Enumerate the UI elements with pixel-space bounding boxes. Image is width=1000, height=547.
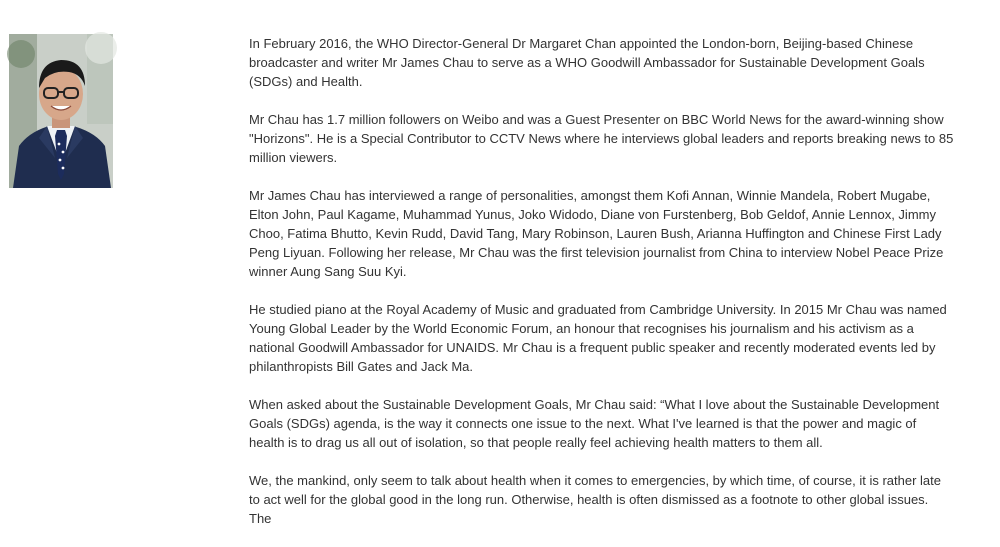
paragraph-media-reach: Mr Chau has 1.7 million followers on Weibo and was a Guest Presenter on BBC World News for the award-winning show "Horizons". He is a Special Contributor to CCTV News where he interviews global leaders and reports breaking news to 85 million viewers. [249,112,954,165]
portrait-photo [9,34,113,188]
portrait-illustration [9,34,113,188]
paragraph-education: He studied piano at the Royal Academy of Music and graduated from Cambridge University. In 2015 Mr Chau was named Young Global Leader by the World Economic Forum, an honour that recognises his journalism and his activism as a national Goodwill Ambassador for UNAIDS. Mr Chau is a frequent public speaker and recently moderated events led by philanthropists Bill Gates and Jack Ma. [249,302,947,374]
paragraph-health-emergencies: We, the mankind, only seem to talk about health when it comes to emergencies, by which time, of course, it is rather late to act well for the global good in the long run. Otherwise, health is often dismissed as a footnote to other global issues. The [249,473,941,526]
paragraph-appointment: In February 2016, the WHO Director-General Dr Margaret Chan appointed the London-born, Beijing-based Chinese broadcaster and writer Mr James Chau to serve as a WHO Goodwill Ambassador for Sustainable Development Goals (SDGs) and Health. [249,36,925,89]
paragraph-interviews: Mr James Chau has interviewed a range of personalities, amongst them Kofi Annan, Winnie Mandela, Robert Mugabe, Elton John, Paul Kagame, Muhammad Yunus, Joko Widodo, Diane von Furstenberg, Bob Geldof, Annie Lennox, Jimmy Choo, Fatima Bhutto, Kevin Rudd, David Tang, Mary Robinson, Lauren Bush, Arianna Huffington and Chinese First Lady Peng Liyuan. Following her release, Mr Chau was the first television journalist from China to interview Nobel Peace Prize winner Aung Sang Suu Kyi. [249,188,944,279]
article-body [249,34,954,547]
paragraph-sdg-quote: When asked about the Sustainable Development Goals, Mr Chau said: “What I love about the Sustainable Development Goals (SDGs) agenda, is the way it connects one issue to the next. What I've learned is that the power and magic of health is to drag us all out of isolation, so that people really feel achieving health matters to them all. [249,397,940,450]
